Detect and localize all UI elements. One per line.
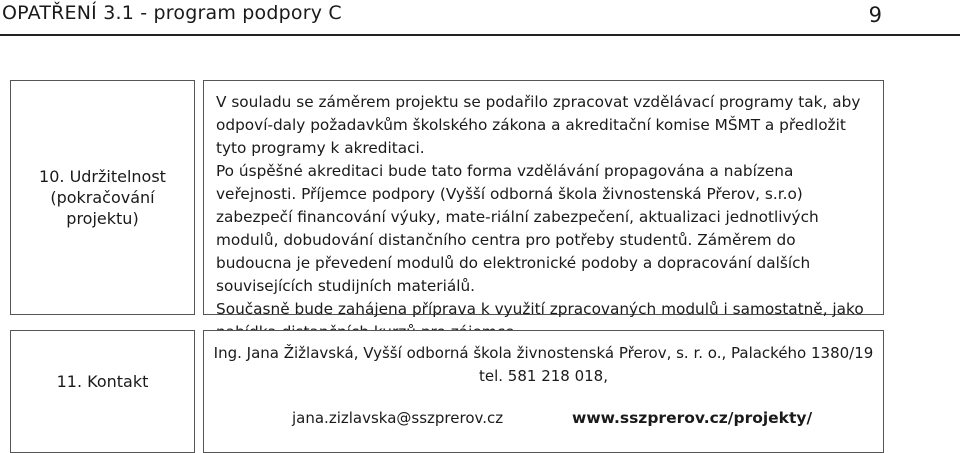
contact-email-link[interactable]: jana.zizlavska@sszprerov.cz xyxy=(292,409,504,427)
contact-address: Ing. Jana Žižlavská, Vyšší odborná škola živnostenská Přerov, s. r. o., Palackého 1380/19 xyxy=(213,344,874,362)
section-10-paragraph-3: Současně bude zahájena příprava k využití zpracovaných modulů i samostatně, jako xyxy=(216,300,864,318)
section-11-label-cell xyxy=(10,330,195,453)
section-10-text-cell xyxy=(203,80,884,318)
page-header-title: OPATŘENÍ 3.1 - program podpory C xyxy=(2,2,342,24)
contact-phone: tel. 581 218 018, xyxy=(478,367,608,385)
section-10-label xyxy=(39,166,166,229)
section-11-contact-cell xyxy=(203,330,884,453)
header-divider xyxy=(0,34,960,36)
section-10-label-line2: (pokračování xyxy=(50,188,155,207)
section-10-label-cell xyxy=(10,80,195,315)
section-10-label-line3: projektu) xyxy=(66,209,139,228)
contact-website-link[interactable]: www.sszprerov.cz/projekty/ xyxy=(572,409,813,427)
section-11-label: 11. Kontakt xyxy=(56,372,149,391)
section-10-paragraph-2: Po úspěšné akreditaci bude tato forma vzdělávání propagována a nabízena veřejnosti. Příjemce podpory (Vyšší odborná škola živnostenská Přerov, s.r.o) zabezpečí financování výuky, mate-riální zabezpečení, aktualizaci jednotlivých modulů, dobudování distančního centra pro potřeby studentů. Záměrem do budoucna je převedení modulů do elektronické podoby a dopracování dalších souvisejících studijních materiálů. xyxy=(216,162,819,295)
page-number: 9 xyxy=(868,3,882,27)
section-10-label-line1: 10. Udržitelnost xyxy=(39,167,166,186)
section-10-paragraph-1: V souladu se záměrem projektu se podařilo zpracovat vzdělávací programy tak, aby odpoví-daly požadavkům školského zákona a akreditační komise MŠMT a předložit tyto programy k akreditaci. xyxy=(216,93,861,157)
